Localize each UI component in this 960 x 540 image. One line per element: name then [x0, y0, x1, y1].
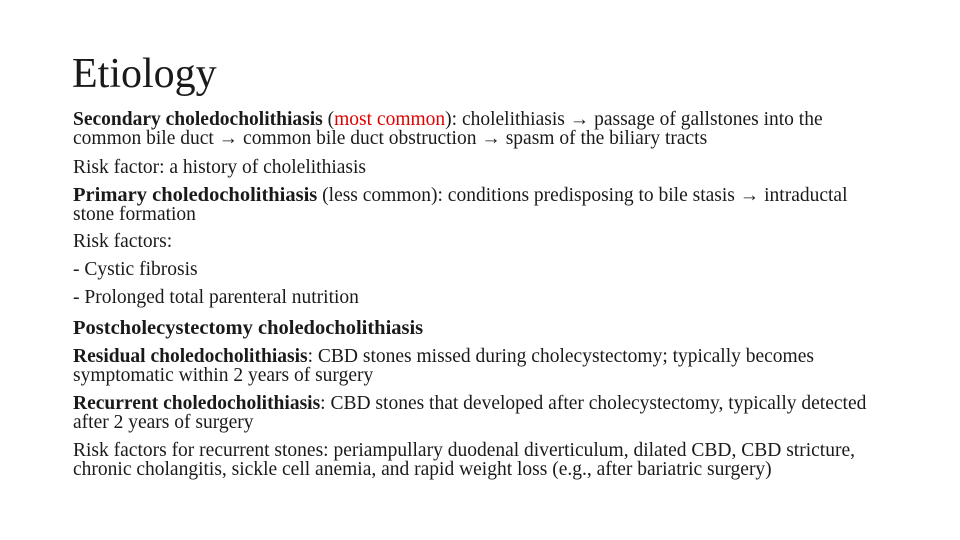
recurrent-risk-paragraph: Risk factors for recurrent stones: periampullary duodenal diverticulum, dilated CBD, CBD stricture, chronic cholangitis, sickle cell anemia, and rapid weight loss (e.g., after bariatric surgery) — [73, 440, 855, 480]
primary-paragraph — [73, 186, 888, 224]
secondary-paragraph — [73, 110, 888, 148]
secondary-text: ): cholelithiasis → passage of gallstones into the common bile duct → common bile duct obstruction → spasm of the biliary tracts — [73, 109, 823, 149]
secondary-qualifier: most common — [334, 109, 446, 130]
recurrent-paragraph — [73, 394, 888, 432]
secondary-risk: Risk factor: a history of cholelithiasis — [73, 157, 366, 178]
postcholecystectomy-heading: Postcholecystectomy choledocholithiasis — [73, 317, 424, 339]
residual-paragraph — [73, 347, 888, 385]
primary-risk-item: - Prolonged total parenteral nutrition — [73, 287, 359, 308]
slide-title: Etiology — [72, 51, 217, 97]
secondary-open-paren: ( — [322, 109, 335, 130]
residual-heading: Residual choledocholithiasis — [73, 346, 308, 367]
primary-text: (less common): conditions predisposing to bile stasis → intraductal stone formation — [73, 185, 848, 225]
primary-heading: Primary choledocholithiasis — [73, 184, 318, 206]
secondary-heading: Secondary choledocholithiasis — [73, 109, 323, 130]
slide-content — [73, 110, 888, 479]
recurrent-text: : CBD stones that developed after cholecystectomy, typically detected after 2 years of surgery — [73, 393, 867, 433]
primary-risk-item: - Cystic fibrosis — [73, 259, 198, 280]
residual-text: : CBD stones missed during cholecystectomy; typically becomes symptomatic within 2 years of surgery — [73, 346, 814, 386]
primary-risk-heading: Risk factors: — [73, 231, 173, 252]
recurrent-heading: Recurrent choledocholithiasis — [73, 393, 321, 414]
